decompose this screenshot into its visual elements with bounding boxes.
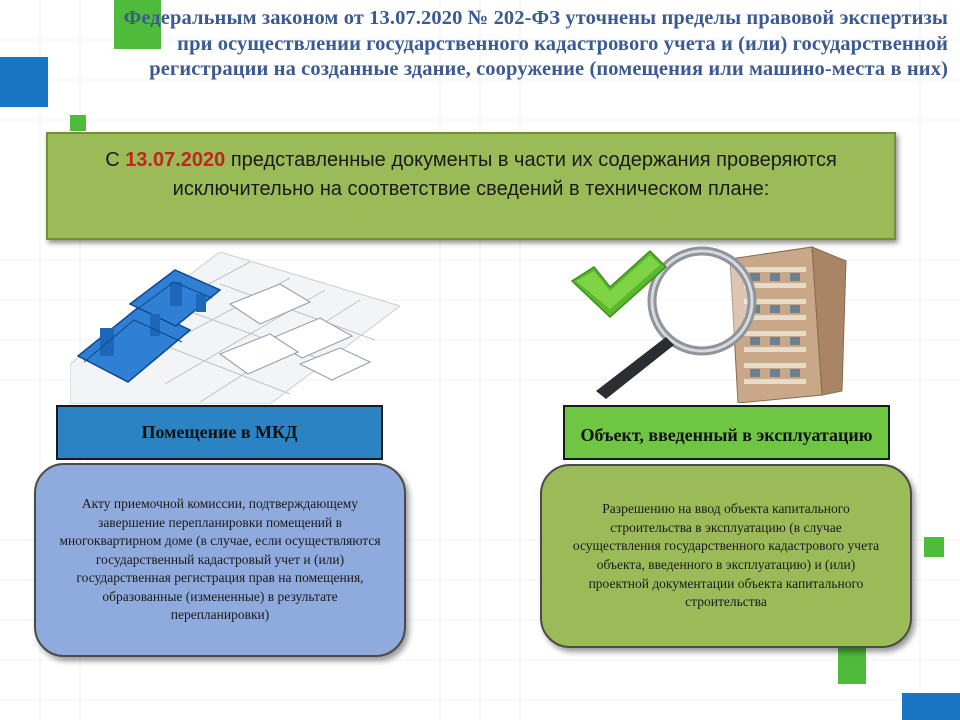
card-acceptance-commission-text: Акту приемочной комиссии, подтверждающему завершение перепланировки помещений в многоквартирном доме (в случае, если осуществляются государственный кадастровый учет и (или) государственная регистрация прав на помещения, образованные (измененные) в результате перепланировки) <box>59 495 381 623</box>
deco-square-green <box>838 644 866 684</box>
lead-prefix: С <box>105 149 126 171</box>
magnifier-building-illustration <box>570 245 880 403</box>
floor-plan-3d-illustration <box>70 244 400 404</box>
card-commissioning-permit-text: Разрешению на ввод объекта капитального строительства в эксплуатацию (в случае осуществления государственного кадастрового учета объекта, введенного в эксплуатацию) и (или) проектной документации объекта капитального строительства <box>572 501 880 610</box>
deco-square-blue <box>0 57 48 107</box>
lead-date: 13.07.2020 <box>125 149 226 171</box>
deco-square-blue <box>902 693 960 720</box>
lead-statement-box <box>46 132 896 240</box>
lead-text: представленные документы в части их содержания проверяются исключительно на соответствие сведений в техническом плане: <box>172 149 837 200</box>
deco-square-green-small <box>924 537 944 557</box>
header-apartment-in-mkd: Помещение в МКД <box>56 405 383 460</box>
card-acceptance-commission <box>34 463 406 657</box>
card-commissioning-permit <box>540 464 912 648</box>
header-object-in-operation: Объект, введенный в эксплуатацию <box>563 405 890 460</box>
deco-square-green-small <box>70 115 86 131</box>
slide-title: Федеральным законом от 13.07.2020 № 202-ФЗ уточнены пределы правовой экспертизы при осуществлении государственного кадастрового учета и (или) государственной регистрации на созданные здание, сооружение (помещения или машино-места в них) <box>123 7 948 80</box>
